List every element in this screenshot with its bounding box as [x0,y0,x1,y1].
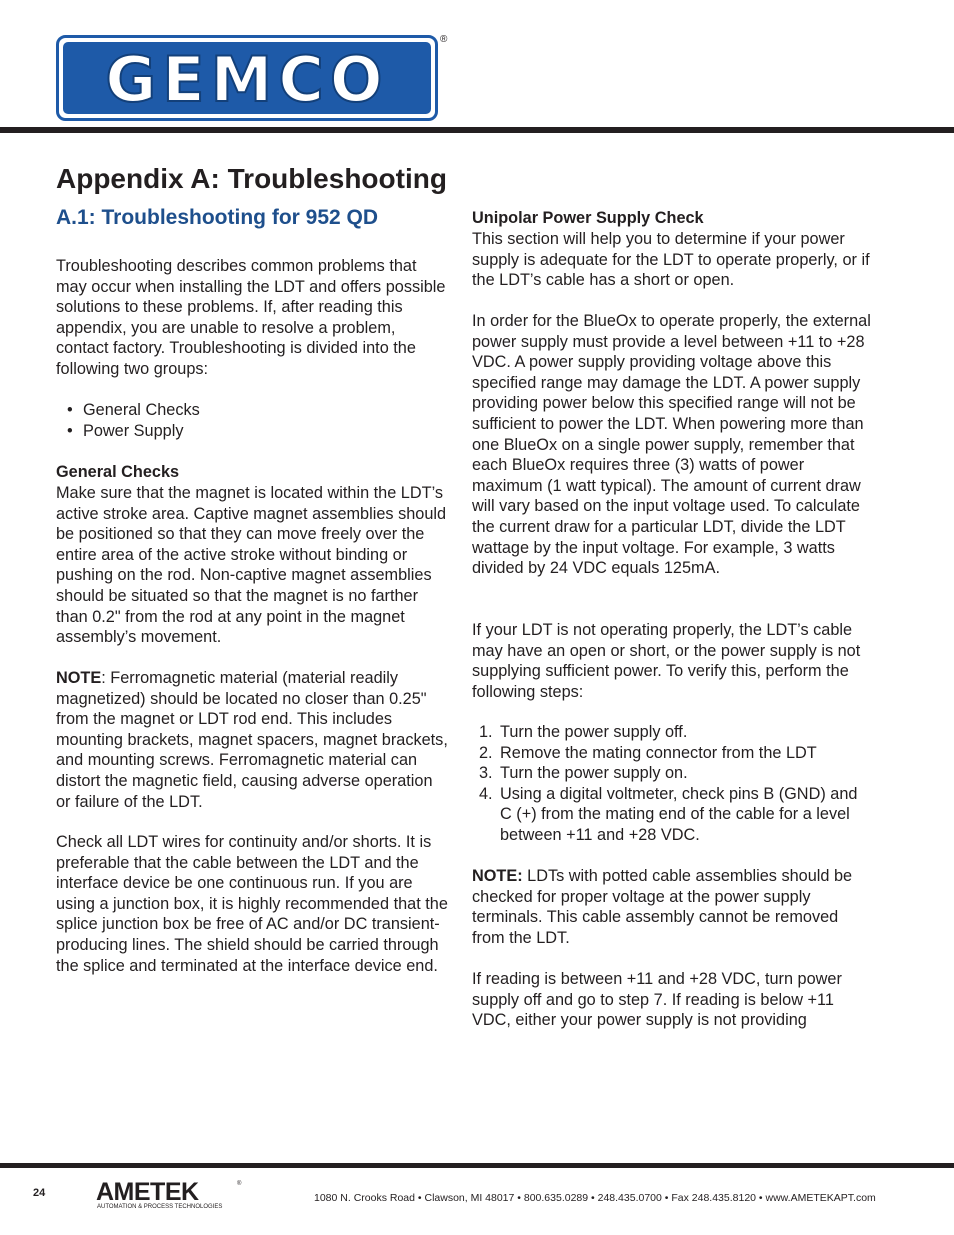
unipolar-intro: This section will help you to determine if your power supply is adequate for the LDT to operate properly, or if the LDT’s cable has a short or open. [472,230,870,290]
page-title: Appendix A: Troubleshooting [56,163,447,194]
step-number: 2. [479,743,493,762]
step-text: Turn the power supply on. [500,764,688,783]
intro-paragraph: Troubleshooting describes common problems that may occur when installing the LDT and offers possible solutions to these problems. If, after reading this appendix, you are unable to resolve a problem, contact factory. Troubleshooting is divided into the following two groups: [56,257,446,378]
step-number: 3. [479,764,493,783]
note-label: NOTE [56,669,102,687]
list-item: • Power Supply [56,421,451,442]
ametek-wordmark: AMETEK [96,1178,199,1206]
registered-mark: ® [440,34,448,45]
ametek-logo [96,1180,246,1212]
section-heading: A.1: Troubleshooting for 952 QD [56,206,379,229]
ametek-registered-mark: ® [237,1181,242,1187]
step-text: Turn the power supply off. [500,723,688,741]
list-item [472,763,872,784]
note-text: LDTs with potted cable assemblies should be checked for proper voltage at the power supply terminals. This cable assembly cannot be removed from the LDT. [472,867,853,947]
ferromagnetic-note [56,668,451,812]
verify-paragraph: If your LDT is not operating properly, the LDT’s cable may have an open or short, or the power supply is not supplying sufficient power. To verify this, perform the following steps: [472,621,861,701]
header-rule [0,127,954,133]
list-item [472,784,872,846]
footer-address: 1080 N. Crooks Road • Clawson, MI 48017 • 800.635.0289 • 248.435.0700 • Fax 248.435.8120 • www.AMETEKAPT.com [314,1192,876,1204]
reading-paragraph: If reading is between +11 and +28 VDC, turn power supply off and go to step 7. If reading is below +11 VDC, either your power supply is not providing [472,970,842,1030]
gemco-logo-graphic [56,35,438,121]
general-checks-paragraph: Make sure that the magnet is located within the LDT’s active stroke area. Captive magnet assemblies should be positioned so that they can move freely over the entire area of the active stroke without binding or pushing on the rod. Non-captive magnet assemblies should be situated so that the magnet is no farther than 0.2" from the rod at any point in the magnet assembly’s movement. [56,484,447,647]
unipolar-heading: Unipolar Power Supply Check [472,209,704,227]
footer-rule [0,1163,954,1168]
page-number: 24 [33,1187,46,1199]
list-item [472,743,872,764]
gemco-logo [56,35,438,121]
power-requirements-paragraph: In order for the BlueOx to operate properly, the external power supply must provide a level between +11 to +28 VDC. A power supply providing voltage above this specified range may damage the LDT. A power supply providing power below this specified range will not be sufficient to power the LDT. When powering more than one BlueOx on a single power supply, remember that each BlueOx requires three (3) watts of power maximum (1 watt typical). The amount of current draw will vary based on the input voltage used. To calculate the current draw for a particular LDT, divide the LDT wattage by the input voltage. For example, 3 watts divided by 24 VDC equals 125mA. [472,312,871,578]
gemco-logo-text: GEMCO [105,43,389,116]
potted-cable-note [472,866,872,948]
list-item [472,722,872,743]
general-checks-heading: General Checks [56,463,180,481]
groups-list [56,400,451,441]
note-label: NOTE: [472,867,523,885]
steps-list [472,722,872,846]
note-text: : Ferromagnetic material (material readily magnetized) should be located no closer than 0.25" from the magnet or LDT rod end. This includes mounting brackets, magnet spacers, magnet brackets, and mounting screws. Ferromagnetic material can distort the magnetic field, causing adverse operation or failure of the LDT. [56,669,448,811]
wiring-paragraph: Check all LDT wires for continuity and/or shorts. It is preferable that the cable between the LDT and the interface device be one continuous run. If you are using a junction box, it is highly recommended that the splice junction box be free of AC and/or DC transient-producing lines. The shield should be carried through the splice and terminated at the interface device end. [56,833,448,975]
ametek-tagline: AUTOMATION & PROCESS TECHNOLOGIES [97,1204,223,1210]
list-item: • General Checks [56,400,451,421]
step-text: Remove the mating connector from the LDT [500,743,817,762]
step-number: 1. [479,723,493,741]
step-number: 4. [479,784,493,803]
step-text: Using a digital voltmeter, check pins B (GND) and C (+) from the mating end of the cable for a level between +11 and +28 VDC. [500,784,858,844]
